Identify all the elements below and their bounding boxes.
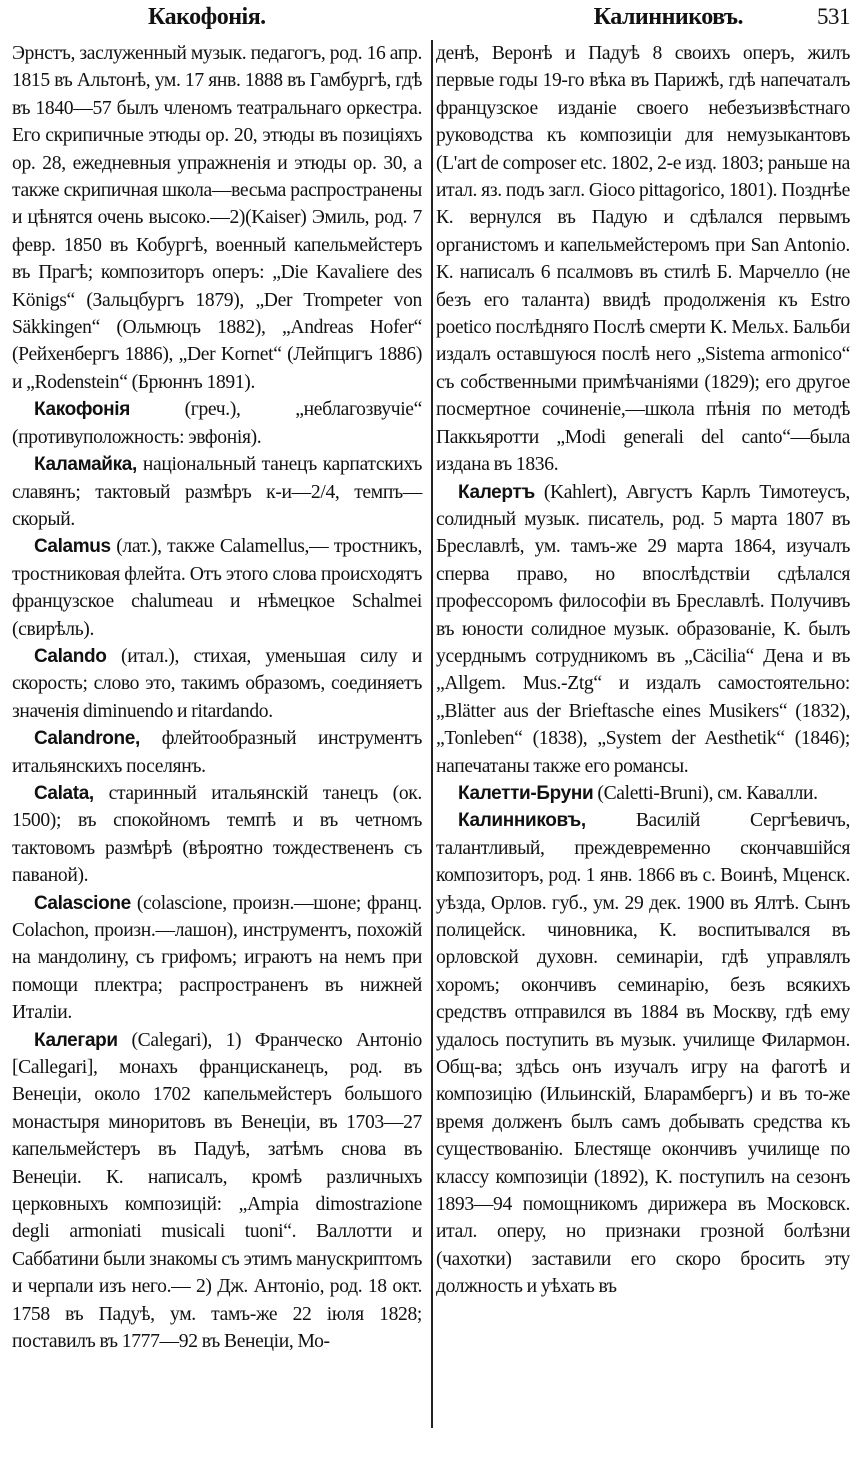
dictionary-entry [12,1027,422,1356]
header-right-title: Калинниковъ. [593,4,743,30]
column-divider [431,40,433,1428]
entry-headword: Calata, [34,782,94,804]
entry-headword: Calando [34,645,107,667]
entry-text: (итал.), стихая, уменьшая силу и скорость; слово это, такимъ образомъ, соединяетъ значенія diminuendo и ritardando. [12,645,422,722]
entry-text: (Caletti-Bruni), см. Кавалли. [597,782,818,804]
entry-text: (Calegari), 1) Франческо Антоніо [Callegari], монахъ францисканецъ, род. въ Венеціи, около 1702 капельмейстеръ большого монастыря миноритовъ въ Венеціи, въ 1703—27 капельмейстеръ въ Падуѣ, затѣмъ снова въ Венеціи. К. написалъ, кромѣ различныхъ церковныхъ композицій: „Ampia dimostrazione degli armoniati musicali tuoni“. Валлотти и Саббатини были знакомы съ этимъ манускриптомъ и черпали изъ него.— 2) Дж. Антоніо, род. 18 окт. 1758 въ Падуѣ, ум. тамъ-же 22 іюля 1828; поставилъ въ 1777—92 въ Венеціи, Мо- [12,1029,422,1353]
entry-continuation [436,40,850,479]
entry-headword: Каламайка, [34,454,137,476]
entry-text: старинный итальянскій танецъ (ок. 1500); въ спокойномъ темпѣ и въ четномъ тактовомъ размѣрѣ (вѣроятно тождествененъ съ павaной). [12,782,422,887]
page-number: 531 [817,4,850,29]
entry-continuation [12,40,422,396]
entry-text: (colascione, произн.—шоне; франц. Colachon, произн.—лашон), инструментъ, похожій на мандолину, съ грифомъ; играютъ на немъ при помощи плектра; распространенъ въ нижней Италіи. [12,892,422,1024]
dictionary-entry [12,396,422,451]
dictionary-entry [12,533,422,643]
entry-text: Эрнстъ, заслуженный музык. педагогъ, род. 16 апр. 1815 въ Альтонѣ, ум. 17 янв. 1888 въ Гамбургѣ, гдѣ въ 1840—57 былъ членомъ театральнаго оркестра. Его скрипичные этюды ор. 20, этюды въ позиціяхъ ор. 28, ежедневныя упражненія и этюды ор. 30, а также скрипичная школа—весьма распространены и цѣнятся очень высоко.—2)(Kaiser) Эмиль, род. 7 февр. 1850 въ Кобургѣ, военный капельмейстеръ въ Прагѣ; композиторъ оперъ: „Die Kavaliere des Königs“ (Зальцбургъ 1879), „Der Trompeter von Säkkingen“ (Ольмюцъ 1882), „Andreas Hofer“ (Рейхенбергъ 1886), „Der Kornet“ (Лейпцигъ 1886) и „Rodenstein“ (Брюннъ 1891). [12,43,422,393]
entry-text: Василій Сергѣевичъ, талантливый, преждевременно скончавшійся композиторъ, род. 1 янв. 1866 въ с. Воинѣ, Мценск. уѣзда, Орлов. губ., ум. 29 дек. 1900 въ Ялтѣ. Сынъ полицейск. чиновника, К. воспитывался въ орловской духовн. семинаріи, гдѣ управлялъ хоромъ; окончивъ семинарію, безъ всякихъ средствъ отправился въ 1884 въ Москву, гдѣ ему удалось поступить въ музык. училище Филармон. Общ-ва; здѣсь онъ изучалъ игру на фаготѣ и композицію (Ильинскій, Блaрамбергъ) и въ то-же время долженъ былъ самъ добывать средства къ существованію. Блестяще окончивъ училище по классу композиціи (1892), К. поступилъ на сезонъ 1893—94 помощникомъ дирижера въ Московск. итал. оперу, но признаки грозной болѣзни (чахотки) заставили его скоро бросить эту должность и уѣхать въ [436,810,850,1298]
dictionary-entry [436,807,850,1300]
entry-text: (Kahlert), Августъ Карлъ Тимотеусъ, солидный музык. писатель, род. 5 марта 1807 въ Бреславлѣ, ум. тамъ-же 29 марта 1864, изучалъ сперва право, но впослѣдствіи сдѣлался профессоромъ философіи въ Бреславлѣ. Получивъ въ юности солидное музык. образованіе, К. былъ усерднымъ сотрудникомъ въ „Cäcilia“ Дена и въ „Allgem. Mus.-Ztg“ и издалъ самостоятельно: „Blätter aus der Brieftasche eines Musikers“ (1832), „Tonleben“ (1838), „System der Aesthetik“ (1846); напечатаны также его романсы. [436,481,850,777]
entry-headword: Калетти-Бруни [458,782,594,804]
left-column [12,40,426,1440]
dictionary-entry [12,451,422,533]
entry-text: національный танецъ карпатскихъ славянъ; тактовый размѣръ к-и—2/4, темпъ—скорый. [12,454,422,530]
right-column [426,40,850,1440]
entry-headword: Calascione [34,892,131,914]
entry-headword: Calamus [34,536,111,558]
entry-text: (греч.), „неблагозвучіе“ (противуположность: эвфонія). [12,399,422,448]
entry-headword: Калертъ [458,481,535,503]
dictionary-entry [436,479,850,780]
two-column-body [12,40,850,1440]
entry-headword: Калегари [34,1029,118,1051]
entry-text: (лат.), также Calamellus,— тростникъ, тростниковая флейта. Отъ этого слова происходятъ французское chalumeau и нѣмецкое Schalmei (свирѣль). [12,536,422,640]
entry-headword: Calandrone, [34,728,140,750]
header-left-title: Какофонія. [148,4,266,30]
dictionary-entry [12,643,422,725]
dictionary-entry [12,890,422,1027]
dictionary-entry [436,780,850,807]
entry-headword: Какофонія [34,399,130,421]
dictionary-entry [12,725,422,780]
dictionary-entry [12,780,422,890]
entry-text: денѣ, Веронѣ и Падуѣ 8 своихъ оперъ, жилъ первые годы 19-го вѣка въ Парижѣ, гдѣ напечаталъ французское изданіе своего небезъизвѣстнаго руководства къ композиціи для немузыкантовъ (L'art de composer etc. 1802, 2-е изд. 1803; раньше на итал. яз. подъ загл. Gioco pittagorico, 1801). Позднѣе К. вернулся въ Падую и сдѣлался первымъ органистомъ и капельмейстеромъ при San Antonio. К. написалъ 6 псалмовъ въ стилѣ Б. Марчелло (не безъ его таланта) ввидѣ продолженія къ Estro poetico послѣдняго Послѣ смерти К. Мельх. Бальби издалъ оставшуюся послѣ него „Sistema armonico“ съ собственными примѣчаніями (1829); его другое посмертное сочиненіе,—школа пѣнія по методѣ Паккьяротти „Modi generali del canto“—была издана въ 1836. [436,43,850,476]
running-header [12,0,850,40]
entry-headword: Калинниковъ, [458,810,586,832]
entry-text: флейтообразный инструментъ итальянскихъ поселянъ. [12,728,422,777]
